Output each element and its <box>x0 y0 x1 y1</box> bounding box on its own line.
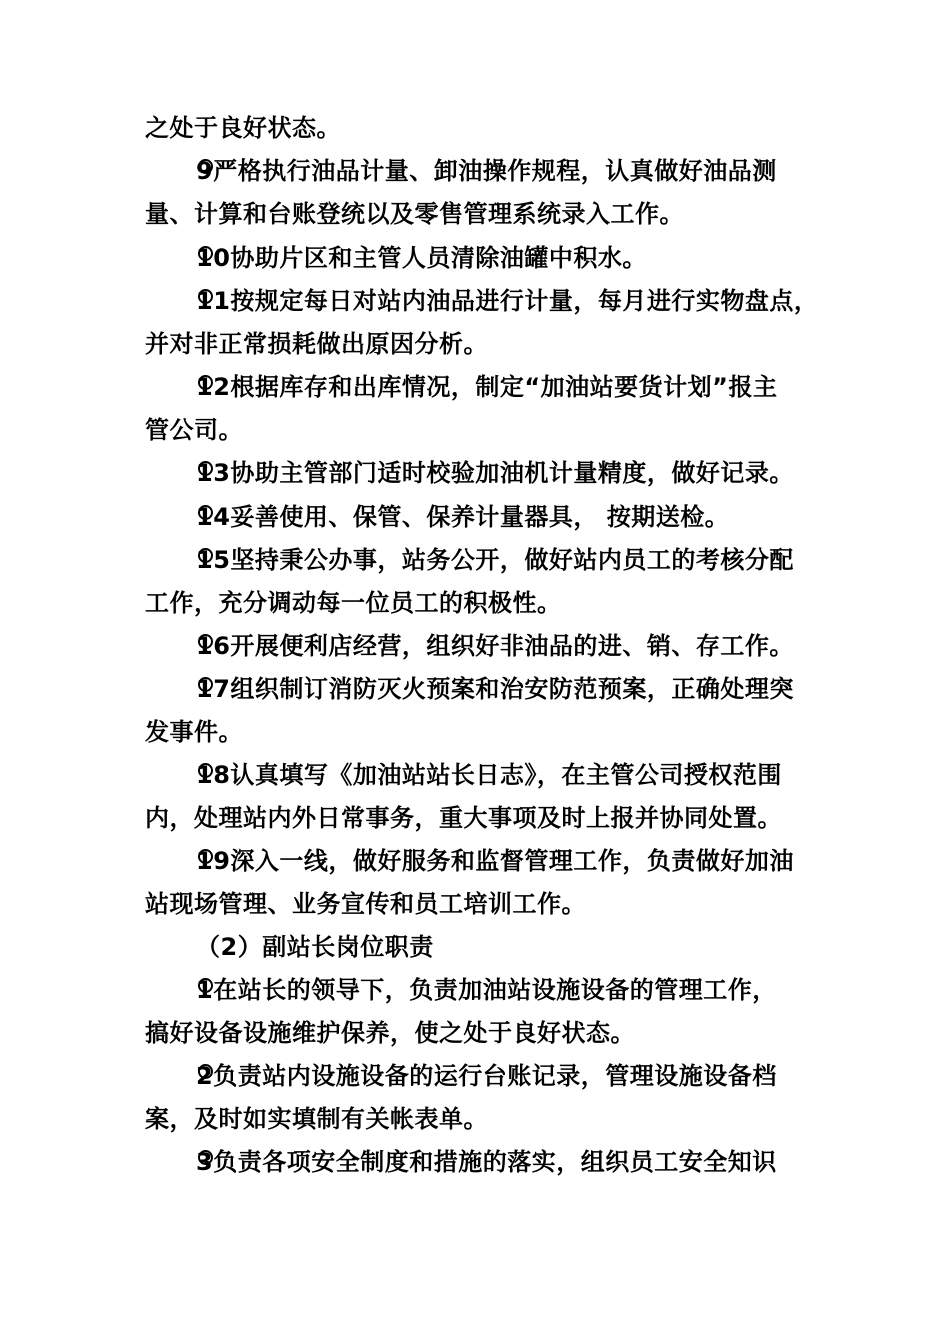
item-number: 9 <box>196 157 214 185</box>
item-number: 2 <box>196 1062 214 1090</box>
item-number: 3 <box>196 1148 214 1176</box>
numbered-item: 13协助主管部门适时校验加油机计量精度，做好记录。 <box>196 453 846 493</box>
item-number: 17 <box>196 675 231 703</box>
circle-mark-icon <box>198 1150 213 1165</box>
circle-mark-icon <box>198 677 213 692</box>
item-number: 13 <box>196 459 231 487</box>
numbered-item: 10协助片区和主管人员清除油罐中积水。 <box>196 238 846 278</box>
item-number: 1 <box>196 976 214 1004</box>
circle-mark-icon <box>198 505 213 520</box>
circle-mark-icon <box>198 1064 213 1079</box>
item-number: 19 <box>196 847 231 875</box>
item-number: 15 <box>196 546 231 574</box>
text-line: 并对非正常损耗做出原因分析。 <box>145 330 488 358</box>
numbered-item: 9严格执行油品计量、卸油操作规程，认真做好油品测 <box>196 151 846 191</box>
numbered-item: 19深入一线，做好服务和监督管理工作，负责做好加油 <box>196 841 846 881</box>
numbered-item: 12根据库存和出库情况，制定“加油站要货计划”报主 <box>196 367 846 407</box>
circle-mark-icon <box>198 763 213 778</box>
numbered-item: 11按规定每日对站内油品进行计量，每月进行实物盘点， <box>196 281 846 321</box>
text-line: 之处于良好状态。 <box>145 114 341 142</box>
circle-mark-icon <box>198 289 213 304</box>
item-number: 10 <box>196 244 231 272</box>
numbered-item: 1在站长的领导下，负责加油站设施设备的管理工作， <box>196 970 846 1010</box>
circle-mark-icon <box>198 548 213 563</box>
numbered-item: 3负责各项安全制度和措施的落实，组织员工安全知识 <box>196 1142 846 1182</box>
circle-mark-icon <box>198 634 213 649</box>
numbered-item: 17组织制订消防灭火预案和治安防范预案，正确处理突 <box>196 669 846 709</box>
circle-mark-icon <box>198 849 213 864</box>
item-number: 18 <box>196 761 231 789</box>
numbered-item: 15坚持秉公办事，站务公开，做好站内员工的考核分配 <box>196 540 846 580</box>
text-line: 发事件。 <box>145 718 243 746</box>
section-heading: （2）副站长岗位职责 <box>196 933 434 961</box>
numbered-item: 2负责站内设施设备的运行台账记录，管理设施设备档 <box>196 1056 846 1096</box>
text-line: 案，及时如实填制有关帐表单。 <box>145 1105 488 1133</box>
numbered-item: 14妥善使用、保管、保养计量器具， 按期送检。 <box>196 497 846 537</box>
item-number: 12 <box>196 373 231 401</box>
circle-mark-icon <box>198 159 213 174</box>
text-line: 搞好设备设施维护保养，使之处于良好状态。 <box>145 1019 635 1047</box>
item-number: 14 <box>196 503 231 531</box>
numbered-item: 16开展便利店经营，组织好非油品的进、销、存工作。 <box>196 626 846 666</box>
numbered-item: 18认真填写《加油站站长日志》，在主管公司授权范围 <box>196 755 846 795</box>
circle-mark-icon <box>198 978 213 993</box>
item-number: 11 <box>196 287 231 315</box>
circle-mark-icon <box>198 461 213 476</box>
circle-mark-icon <box>198 375 213 390</box>
text-line: 站现场管理、业务宣传和员工培训工作。 <box>145 890 586 918</box>
circle-mark-icon <box>198 246 213 261</box>
text-line: 工作，充分调动每一位员工的积极性。 <box>145 589 562 617</box>
text-line: 内，处理站内外日常事务，重大事项及时上报并协同处置。 <box>145 804 782 832</box>
text-line: 管公司。 <box>145 416 243 444</box>
item-number: 16 <box>196 632 231 660</box>
text-line: 量、计算和台账登统以及零售管理系统录入工作。 <box>145 200 684 228</box>
